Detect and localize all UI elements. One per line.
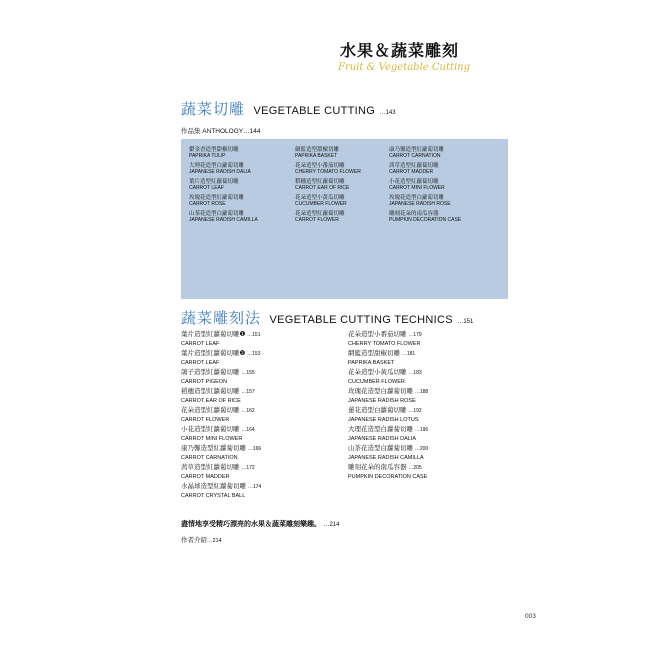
entry-page: 151	[252, 332, 261, 338]
author-leader: …	[207, 538, 213, 544]
toc-entry	[348, 387, 428, 406]
list-item	[389, 211, 461, 227]
toc-entry	[348, 425, 428, 444]
entry-title-en: PUMPKIN DECORATION CASE	[348, 474, 428, 480]
entry-title-en: JAPANESE RADISH DALIA	[348, 436, 417, 442]
book-subtitle: Fruit & Vegetable Cutting	[338, 62, 471, 73]
item-title-cn: 花朵造型小黃瓜切雕	[295, 195, 345, 201]
item-title-en: JAPANESE RADISH CAMILLA	[189, 217, 258, 223]
techniques-column-right	[348, 330, 428, 482]
entry-title-en: CARROT MADDER	[181, 474, 230, 480]
entry-leader: …	[408, 408, 414, 414]
item-title-en: CARROT LEAF	[189, 185, 224, 191]
item-title-en: CARROT EAR OF RICE	[295, 185, 350, 191]
anthology-column-1	[189, 147, 258, 227]
entry-title-cn: 稻穗造型紅蘿蔔切雕	[181, 388, 240, 395]
entry-title-cn: 玫瑰花造型白蘿蔔切雕	[348, 388, 413, 395]
item-title-en: CHERRY TOMATO FLOWER	[295, 169, 361, 175]
entry-leader: …	[241, 427, 247, 433]
entry-leader: …	[247, 351, 253, 357]
entry-leader: …	[414, 446, 420, 452]
item-title-en: CUCUMBER FLOWER	[295, 201, 347, 207]
entry-title-cn: 葉片造型紅蘿蔔切雕❶	[181, 331, 246, 338]
item-title-cn: 花朵造型小番茄切雕	[295, 163, 345, 169]
anthology-panel	[181, 139, 508, 299]
book-title: 水果＆蔬菜雕刻	[340, 41, 460, 60]
list-item	[295, 211, 361, 227]
item-title-cn: 玫瑰花造型白蘿蔔切雕	[389, 195, 445, 201]
author-page: 214	[212, 538, 222, 544]
section-title-en: VEGETABLE CUTTING TECHNICS	[269, 314, 453, 326]
entry-page: 164	[246, 427, 255, 433]
list-item	[189, 179, 258, 195]
toc-entry	[348, 349, 428, 368]
entry-page: 157	[246, 389, 255, 395]
entry-title-en: JAPANESE RADISH CAMILLA	[348, 455, 424, 461]
list-item	[295, 147, 361, 163]
anthology-leader: …	[243, 128, 250, 135]
item-title-cn: 稻穗造型紅蘿蔔切雕	[295, 179, 345, 185]
list-item	[389, 179, 461, 195]
page-number: 003	[525, 613, 536, 620]
closing-line	[181, 519, 339, 529]
entry-title-cn: 雕刻花朵的南瓜容器	[348, 464, 407, 471]
entry-title-en: CARROT LEAF	[181, 360, 220, 366]
entry-leader: …	[241, 389, 247, 395]
entry-leader: …	[247, 484, 253, 490]
item-title-en: PUMPKIN DECORATION CASE	[389, 217, 462, 223]
item-title-cn: 大理花造型白蘿蔔切雕	[189, 163, 245, 169]
toc-entry	[181, 444, 261, 463]
entry-page: 205	[413, 465, 422, 471]
section-leader: …	[457, 319, 464, 325]
list-item	[295, 163, 361, 179]
closing-text: 盡情地享受精巧漂亮的水果＆蔬菜雕刻樂趣。	[181, 519, 321, 528]
section-title-cn: 蔬菜切雕	[181, 100, 246, 118]
entry-page: 162	[246, 408, 255, 414]
toc-entry	[348, 406, 428, 425]
entry-page: 166	[252, 446, 262, 452]
section-vegetable-cutting-heading	[181, 98, 396, 119]
entry-title-cn: 茜草造型紅蘿蔔切雕	[181, 464, 240, 471]
list-item	[295, 195, 361, 211]
item-title-en: CARROT MINI FLOWER	[389, 185, 445, 191]
entry-title-cn: 蓮花造型白蘿蔔切雕	[348, 407, 407, 414]
entry-page: 192	[413, 408, 422, 414]
entry-page: 200	[419, 446, 429, 452]
item-title-cn: 網籃造型甜椒切雕	[295, 147, 340, 153]
toc-entry	[181, 368, 261, 387]
entry-title-cn: 花朵造型小黃瓜切雕	[348, 369, 407, 376]
item-title-cn: 花朵造型紅蘿蔔切雕	[295, 211, 345, 217]
entry-leader: …	[401, 351, 407, 357]
section-title-cn: 蔬菜雕刻法	[181, 309, 262, 327]
entry-title-cn: 康乃馨造型紅蘿蔔切雕	[181, 445, 246, 452]
anthology-heading	[181, 126, 260, 135]
list-item	[389, 147, 461, 163]
entry-leader: …	[408, 332, 414, 338]
entry-title-cn: 山茶花造型白蘿蔔切雕	[348, 445, 413, 452]
entry-title-en: CARROT FLOWER	[181, 417, 230, 423]
entry-title-cn: 花朵造型小番茄切雕	[348, 331, 407, 338]
item-title-cn: 葉片造型紅蘿蔔切雕	[189, 179, 239, 185]
entry-leader: …	[241, 465, 247, 471]
item-title-cn: 玫瑰花造型紅蘿蔔切雕	[189, 195, 245, 201]
item-title-cn: 茜草造型紅蘿蔔切雕	[389, 163, 439, 169]
toc-entry	[181, 387, 261, 406]
entry-title-en: JAPANESE RADISH ROSE	[348, 398, 416, 404]
item-title-en: CARROT CARNATION	[389, 153, 441, 159]
anthology-column-2	[295, 147, 361, 227]
list-item	[389, 195, 461, 211]
item-title-en: PAPRIKA BASKET	[295, 153, 338, 159]
section-leader: …	[379, 110, 386, 116]
item-title-cn: 山茶花造型白蘿蔔切雕	[189, 211, 245, 217]
entry-page: 181	[406, 351, 416, 357]
entry-title-en: PAPRIKA BASKET	[348, 360, 395, 366]
toc-entry	[348, 444, 428, 463]
entry-leader: …	[247, 446, 253, 452]
anthology-column-3	[389, 147, 461, 227]
entry-page: 155	[246, 370, 255, 376]
list-item	[189, 211, 258, 227]
entry-page: 196	[419, 427, 429, 433]
anthology-page: 144	[249, 128, 261, 135]
toc-entry	[348, 330, 428, 349]
closing-page: 214	[329, 522, 340, 528]
entry-title-en: JAPANESE RADISH LOTUS	[348, 417, 419, 423]
entry-title-cn: 水晶球造型紅蘿蔔切雕	[181, 483, 246, 490]
section-techniques-heading	[181, 307, 473, 328]
toc-entry	[181, 406, 261, 425]
author-intro	[181, 535, 222, 544]
entry-page: 179	[413, 332, 422, 338]
list-item	[295, 179, 361, 195]
entry-page: 153	[252, 351, 261, 357]
item-title-cn: 小花造型紅蘿蔔切雕	[389, 179, 439, 185]
item-title-en: CARROT MADDER	[389, 169, 434, 175]
author-label: 作者介紹	[181, 537, 207, 544]
toc-entry	[181, 425, 261, 444]
item-title-cn: 康乃馨造型紅蘿蔔切雕	[389, 147, 445, 153]
entry-leader: …	[241, 408, 247, 414]
entry-page: 183	[413, 370, 422, 376]
entry-title-en: CARROT CARNATION	[181, 455, 238, 461]
toc-entry	[181, 349, 261, 368]
list-item	[189, 195, 258, 211]
entry-page: 172	[246, 465, 255, 471]
toc-entry	[181, 463, 261, 482]
item-title-en: JAPANESE RADISH DALIA	[189, 169, 251, 175]
item-title-en: CARROT FLOWER	[295, 217, 339, 223]
entry-leader: …	[414, 427, 420, 433]
entry-title-en: CARROT EAR OF RICE	[181, 398, 241, 404]
entry-title-en: CARROT CRYSTAL BALL	[181, 493, 246, 499]
list-item	[189, 147, 258, 163]
item-title-en: JAPANESE RADISH ROSE	[389, 201, 451, 207]
toc-entry	[348, 463, 428, 482]
entry-leader: …	[408, 465, 414, 471]
entry-title-en: CARROT MINI FLOWER	[181, 436, 243, 442]
entry-title-cn: 鴿子造型紅蘿蔔切雕	[181, 369, 240, 376]
item-title-cn: 雕刻花朵的南瓜容器	[389, 211, 439, 217]
list-item	[189, 163, 258, 179]
item-title-cn: 鬱金香造型甜椒切雕	[189, 147, 239, 153]
entry-leader: …	[414, 389, 420, 395]
entry-leader: …	[247, 332, 253, 338]
entry-page: 188	[419, 389, 429, 395]
entry-leader: …	[241, 370, 247, 376]
entry-title-cn: 花朵造型紅蘿蔔切雕	[181, 407, 240, 414]
entry-title-en: CUCUMBER FLOWER	[348, 379, 405, 385]
entry-title-cn: 葉片造型紅蘿蔔切雕❷	[181, 350, 246, 357]
item-title-en: PAPRIKA TULIP	[189, 153, 226, 159]
entry-title-en: CARROT LEAF	[181, 341, 220, 347]
closing-leader: …	[323, 522, 330, 528]
entry-title-cn: 網籃造型甜椒切雕	[348, 350, 400, 357]
entry-title-en: CHERRY TOMATO FLOWER	[348, 341, 421, 347]
list-item	[389, 163, 461, 179]
entry-page: 174	[252, 484, 262, 490]
item-title-en: CARROT ROSE	[189, 201, 226, 207]
entry-title-en: CARROT PIGEON	[181, 379, 228, 385]
toc-entry	[348, 368, 428, 387]
entry-title-cn: 小花造型紅蘿蔔切雕	[181, 426, 240, 433]
anthology-label: 作品集 ANTHOLOGY	[181, 128, 244, 135]
toc-entry	[181, 330, 261, 349]
entry-leader: …	[408, 370, 414, 376]
section-page: 151	[463, 319, 474, 325]
entry-title-cn: 大理花造型白蘿蔔切雕	[348, 426, 413, 433]
section-page: 143	[385, 110, 396, 116]
toc-entry	[181, 482, 261, 501]
section-title-en: VEGETABLE CUTTING	[253, 105, 376, 117]
techniques-column-left	[181, 330, 261, 501]
